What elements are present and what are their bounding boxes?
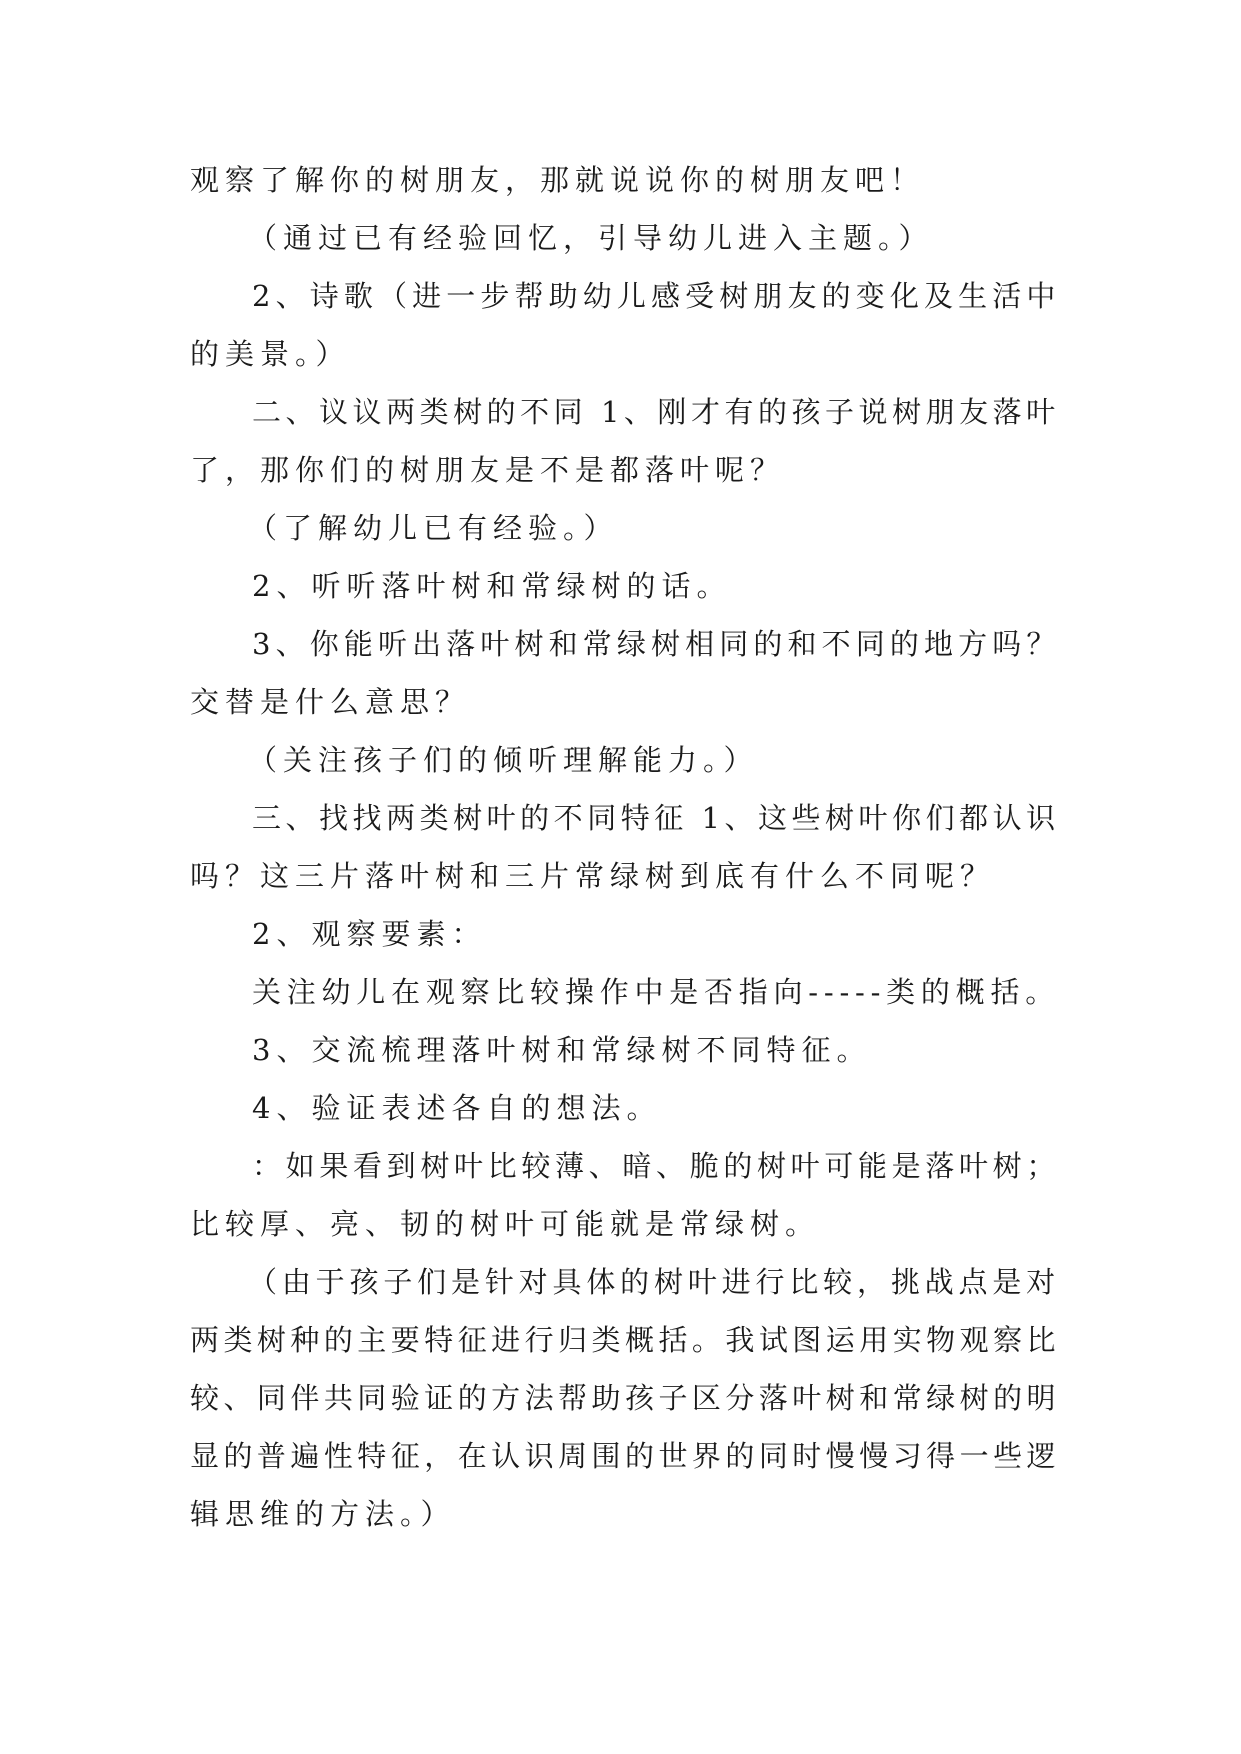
paragraph-line: 了，那你们的树朋友是不是都落叶呢？ (190, 453, 786, 487)
paragraph-line: 观察了解你的树朋友，那就说说你的树朋友吧！ (190, 163, 926, 197)
paragraph-line: 较、同伴共同验证的方法帮助孩子区分落叶树和常绿树的明 (190, 1381, 1061, 1415)
paragraph-line: 的美景。） (190, 337, 351, 371)
paragraph-line: 2、观察要素： (252, 917, 487, 951)
paragraph-line: 比较厚、亮、韧的树叶可能就是常绿树。 (190, 1207, 821, 1241)
paragraph-line: 4、验证表述各自的想法。 (252, 1091, 662, 1125)
paragraph-line: ：如果看到树叶比较薄、暗、脆的树叶可能是落叶树； (252, 1149, 1061, 1183)
paragraph-line: 2、诗歌（进一步帮助幼儿感受树朋友的变化及生活中 (252, 279, 1061, 313)
paragraph-line: 显的普遍性特征，在认识周围的世界的同时慢慢习得一些逻 (190, 1439, 1061, 1473)
paragraph-line: 辑思维的方法。） (190, 1497, 456, 1531)
paragraph-line: 3、你能听出落叶树和常绿树相同的和不同的地方吗？ (252, 627, 1061, 661)
paragraph-line: （通过已有经验回忆，引导幼儿进入主题。） (248, 221, 934, 255)
paragraph-line: 两类树种的主要特征进行归类概括。我试图运用实物观察比 (190, 1323, 1061, 1357)
paragraph-line: 二、议议两类树的不同 1、刚才有的孩子说树朋友落叶 (252, 395, 1060, 429)
paragraph-line: 三、找找两类树叶的不同特征 1、这些树叶你们都认识 (252, 801, 1060, 835)
paragraph-line: 2、听听落叶树和常绿树的话。 (252, 569, 732, 603)
paragraph-line: （了解幼儿已有经验。） (248, 511, 619, 545)
paragraph-line: 交替是什么意思？ (190, 685, 471, 719)
paragraph-line: 吗？这三片落叶树和三片常绿树到底有什么不同呢？ (190, 859, 996, 893)
paragraph-line: 3、交流梳理落叶树和常绿树不同特征。 (252, 1033, 872, 1067)
paragraph-line: （由于孩子们是针对具体的树叶进行比较，挑战点是对 (248, 1265, 1061, 1299)
paragraph-line: 关注幼儿在观察比较操作中是否指向-----类的概括。 (252, 975, 1060, 1009)
paragraph-line: （关注孩子们的倾听理解能力。） (248, 743, 759, 777)
